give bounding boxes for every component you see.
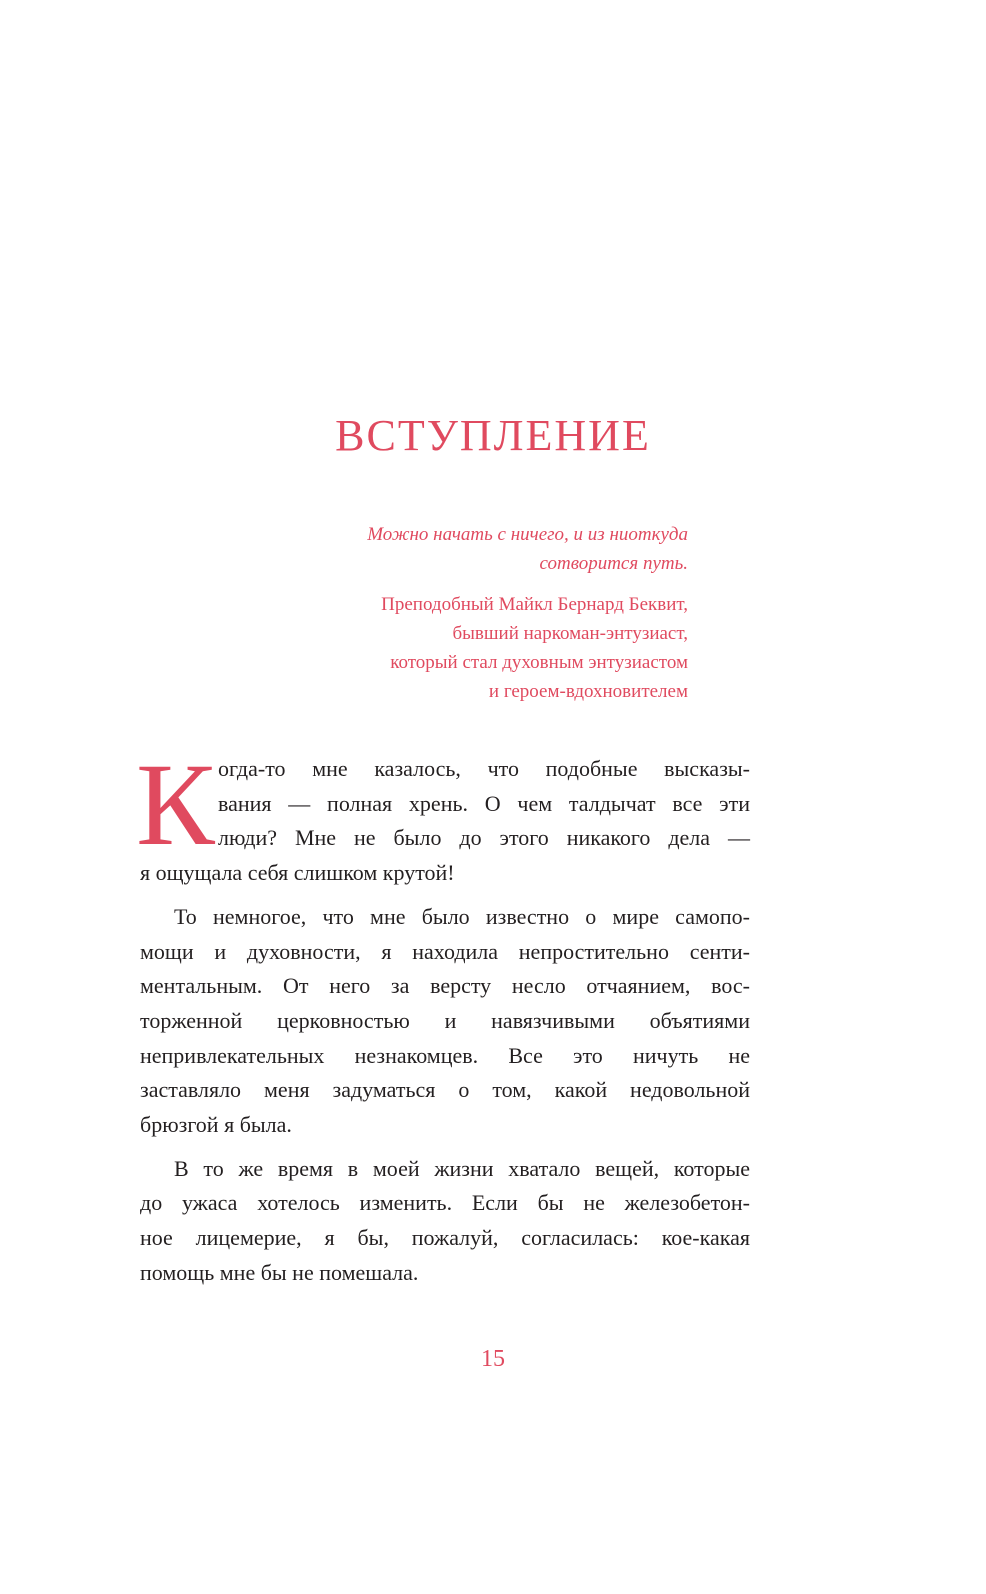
epigraph-attribution-line: который стал духовным энтузиастом — [390, 652, 688, 673]
text-line: огда-то мне казалось, что подобные высказы- — [218, 756, 750, 781]
text-line: помощь мне бы не помешала. — [140, 1259, 419, 1285]
page-number: 15 — [481, 1346, 505, 1372]
text-line: до ужаса хотелось изменить. Если бы не железобетон- — [140, 1190, 750, 1216]
text-line: То немногое, что мне было известно о мире самопо- — [174, 903, 750, 929]
text-line: ное лицемерие, я бы, пожалуй, согласилась: кое-какая — [140, 1225, 750, 1251]
text-line: я ощущала себя слишком крутой! — [140, 860, 455, 886]
paragraph-3 — [140, 1152, 750, 1291]
text-line: брюзгой я была. — [140, 1112, 292, 1138]
text-line: мощи и духовности, я находила непростительно сенти- — [140, 938, 750, 964]
epigraph-attribution — [268, 590, 688, 706]
text-line: люди? Мне не было до этого никакого дела — — [218, 825, 750, 851]
paragraph-1 — [136, 739, 750, 891]
epigraph-quote — [268, 520, 688, 578]
epigraph-attribution-line: Преподобный Майкл Бернард Беквит, — [381, 594, 688, 615]
epigraph-attribution-line: бывший наркоман-энтузиаст, — [452, 623, 688, 644]
epigraph — [268, 520, 688, 706]
text-line: ментальным. От него за версту несло отчаянием, вос- — [140, 973, 750, 999]
text-line: заставляло меня задуматься о том, какой недовольной — [140, 1077, 750, 1103]
text-line: В то же время в моей жизни хватало вещей, которые — [174, 1155, 750, 1181]
text-line: торженной церковностью и навязчивыми объятиями — [140, 1007, 750, 1033]
drop-cap: К — [136, 739, 215, 870]
chapter-title: ВСТУПЛЕНИЕ — [335, 411, 651, 460]
epigraph-attribution-line: и героем-вдохновителем — [488, 681, 688, 702]
text-line: непривлекательных незнакомцев. Все это ничуть не — [140, 1042, 750, 1068]
epigraph-quote-line: сотворится путь. — [539, 553, 688, 574]
paragraph-2 — [140, 900, 750, 1143]
epigraph-quote-line: Можно начать с ничего, и из ниоткуда — [367, 524, 688, 545]
text-line: вания — полная хрень. О чем талдычат все эти — [218, 790, 750, 816]
body-text — [136, 739, 750, 1300]
